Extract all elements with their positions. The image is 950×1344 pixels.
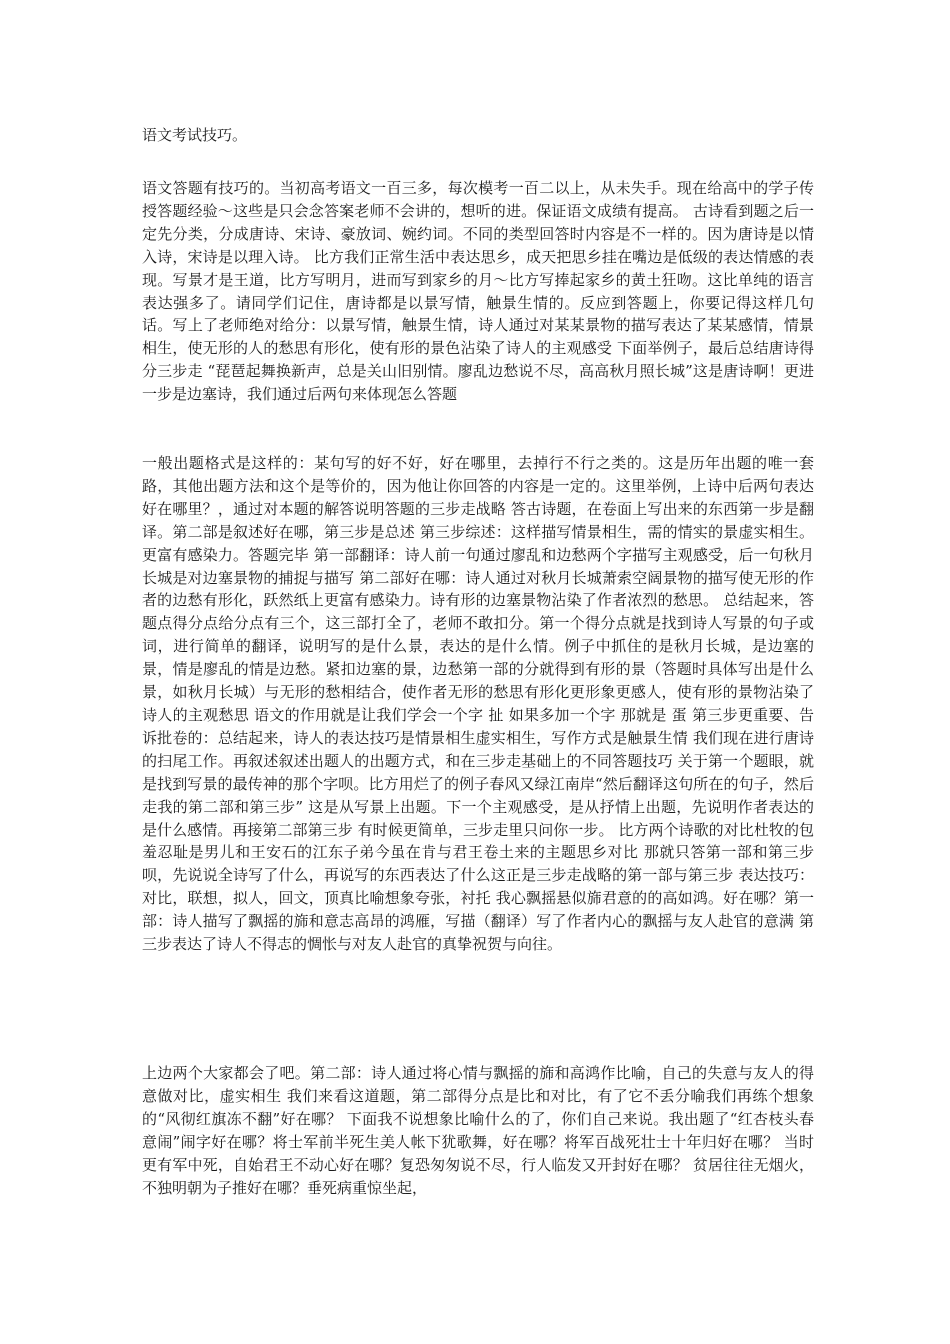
- document-paragraph: 一般出题格式是这样的：某句写的好不好，好在哪里，去掉行不行之类的。这是历年出题的唯一套路，其他出题方法和这个是等价的，因为他让你回答的内容是一定的。这里举例，上诗中后两句表达好在哪里？，通过对本题的解答说明答题的三步走战略 答古诗题，在卷面上写出来的东西第一步是翻译。第二部是叙述好在哪，第三步是总述 第三步综述：这样描写情景相生，需的情实的景虚实相生。更富有感染力。答题完毕 第一部翻译：诗人前一句通过廖乱和边愁两个字描写主观感受，后一句秋月长城是对边塞景物的捕捉与描写 第二部好在哪：诗人通过对秋月长城萧索空阔景物的描写使无形的作者的边愁有形化，跃然纸上更富有感染力。诗有形的边塞景物沾染了作者浓烈的愁思。 总结起来，答题点得分点给分点有三个，这三部打全了，老师不敢扣分。第一个得分点就是找到诗人写景的句子或词，进行简单的翻译，说明写的是什么景，表达的是什么情。例子中抓住的是秋月长城，是边塞的景，情是廖乱的情是边愁。紧扣边塞的景，边愁第一部的分就得到有形的景（答题时具体写出是什么景，如秋月长城）与无形的愁相结合，使作者无形的愁思有形化更形象更感人，使有形的景物沾染了诗人的主观愁思 语文的作用就是让我们学会一个字 扯 如果多加一个字 那就是 蛋 第三步更重要、告诉批卷的：总结起来，诗人的表达技巧是情景相生虚实相生，写作方式是触景生情 我们现在进行唐诗的扫尾工作。再叙述叙述出题人的出题方式，和在三步走基础上的不同答题技巧 关于第一个题眼，就是找到写景的最传神的那个字呗。比方用烂了的例子春风又绿江南岸“然后翻译这句所在的句子，然后走我的第二部和第三步” 这是从写景上出题。下一个主观感受，是从抒情上出题，先说明作者表达的是什么感情。再接第二部第三步 有时候更简单，三步走里只问你一步。 比方两个诗歌的对比杜牧的包羞忍耻是男儿和王安石的江东子弟今虽在肯与君王卷土来的主题思乡对比 那就只答第一部和第三步呗，先说说全诗写了什么，再说写的东西表达了什么这正是三步走战略的第一部与第三步 表达技巧：对比，联想，拟人，回文，顶真比喻想象夸张，衬托 我心飘摇悬似旆君意的的高如鸿。好在哪？第一部：诗人描写了飘摇的旆和意志高昂的鸿雁，写描（翻译）写了作者内心的飘摇与友人赴官的意满 第三步表达了诗人不得志的惆怅与对友人赴官的真挚祝贺与向往。: [142, 454, 814, 954]
- document-paragraph: 语文答题有技巧的。当初高考语文一百三多，每次模考一百二以上，从未失手。现在给高中的学子传授答题经验～这些是只会念答案老师不会讲的，想听的进。保证语文成绩有提高。 古诗看到题之后一定先分类，分成唐诗、宋诗、豪放词、婉约词。不同的类型回答时内容是不一样的。因为唐诗是以情入诗，宋诗是以理入诗。 比方我们正常生活中表达思乡，成天把思乡挂在嘴边是低级的表达情感的表现。写景才是王道，比方写明月，进而写到家乡的月～比方写捧起家乡的黄土狂吻。这比单纯的语言表达强多了。请同学们记住，唐诗都是以景写情，触景生情的。反应到答题上，你要记得这样几句话。写上了老师绝对给分：以景写情，触景生情，诗人通过对某某景物的描写表达了某某感情，情景相生，使无形的人的愁思有形化，使有形的景色沾染了诗人的主观感受 下面举例子，最后总结唐诗得分三步走 “琵琶起舞换新声，总是关山旧别情。廖乱边愁说不尽，高高秋月照长城”这是唐诗啊！更进一步是边塞诗，我们通过后两句来体现怎么答题: [142, 179, 814, 404]
- document-paragraph: 上边两个大家都会了吧。第二部：诗人通过将心情与飘摇的旆和高鸿作比喻，自己的失意与友人的得意做对比，虚实相生 我们来看这道题，第二部得分点是比和对比，有了它不丢分喻我们再练个想象的“风彻红旗冻不翻”好在哪？ 下面我不说想象比喻什么的了，你们自己来说。我出题了“红杏枝头春意闹”闹字好在哪？将士军前半死生美人帐下犹歌舞，好在哪？将军百战死壮士十年归好在哪？ 当时更有军中死，自始君王不动心好在哪？复恐匆匆说不尽，行人临发又开封好在哪？ 贫居往往无烟火，不独明朝为子推好在哪？垂死病重惊坐起，: [142, 1064, 814, 1197]
- document-title: 语文考试技巧。: [142, 126, 248, 144]
